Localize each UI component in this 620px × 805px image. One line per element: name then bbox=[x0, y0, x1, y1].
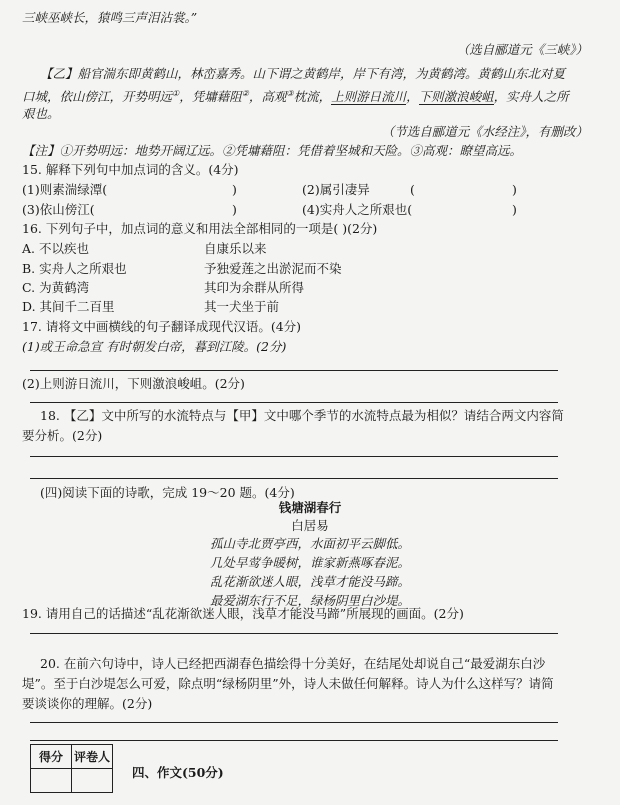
q20-line-3: 要谈谈你的理解。(2分) bbox=[22, 696, 153, 711]
q15-item-3-close: ) bbox=[232, 202, 237, 217]
poem-author: 白居易 bbox=[291, 518, 329, 533]
answer-line bbox=[30, 740, 558, 741]
essay-heading: 四、作文(50分) bbox=[132, 765, 224, 780]
q18-line-1: 18. 【乙】文中所写的水流特点与【甲】文中哪个季节的水流特点最为相似？请结合两文内容简 bbox=[40, 408, 564, 423]
q15-item-2: (2)属引凄异 bbox=[302, 182, 370, 197]
passage-line-0: 三峡巫峡长，猿鸣三声泪沾裳。” bbox=[22, 10, 198, 25]
poem-line-2: 几处早莺争暖树，谁家新燕啄春泥。 bbox=[209, 555, 410, 570]
q17-sub-1: (1)或王命急宣 有时朝发白帝，暮到江陵。(2分) bbox=[22, 339, 287, 354]
source-sanxia: （选自郦道元《三峡》） bbox=[456, 42, 588, 57]
q18-line-2: 要分析。(2分) bbox=[22, 428, 103, 443]
yi-passage-line-2: 口城，依山傍江，开势明远①，凭墉藉阻②，高观③枕流，上则游日流川，下则激浪峻岨，实舟人之所 bbox=[22, 89, 569, 105]
q16-option-b-left: B. 实舟人之所艰也 bbox=[22, 261, 127, 276]
q16-option-b-right: 予独爱莲之出淤泥而不染 bbox=[204, 261, 342, 276]
score-header: 得分 bbox=[31, 745, 72, 769]
q15-item-2-close: ) bbox=[512, 182, 517, 197]
q17-sub-2: (2)上则游日流川，下则激浪峻岨。(2分) bbox=[22, 376, 245, 391]
source-shuijingzhu: （节选自郦道元《水经注》，有删改） bbox=[381, 124, 588, 139]
poem-line-4: 最爱湖东行不足，绿杨阴里白沙堤。 bbox=[209, 593, 410, 608]
yi-passage-line-3: 艰也。 bbox=[22, 106, 60, 121]
q16-option-d-left: D. 其间千二百里 bbox=[22, 299, 115, 314]
q15-item-2-open: ( bbox=[410, 182, 415, 197]
poem-title: 钱塘湖春行 bbox=[278, 500, 342, 515]
answer-line bbox=[30, 478, 558, 479]
q16-option-a-left: A. 不以疾也 bbox=[22, 241, 89, 256]
section-4-heading: (四)阅读下面的诗歌，完成 19～20 题。(4分) bbox=[40, 485, 295, 500]
q15-stem: 15. 解释下列句中加点词的含义。(4分) bbox=[22, 162, 239, 177]
q16-option-d-right: 其一犬坐于前 bbox=[204, 299, 280, 314]
answer-line bbox=[30, 370, 558, 371]
answer-line bbox=[30, 722, 558, 723]
q17-stem: 17. 请将文中画横线的句子翻译成现代汉语。(4分) bbox=[22, 319, 302, 334]
q16-option-c-right: 其印为余群从所得 bbox=[204, 280, 305, 295]
q20-line-1: 20. 在前六句诗中，诗人已经把西湖春色描绘得十分美好，在结尾处却说自己“最爱湖东白沙 bbox=[40, 656, 546, 671]
q15-item-4: (4)实舟人之所艰也( bbox=[302, 202, 413, 217]
q20-line-2: 堤”。至于白沙堤怎么可爱，除点明“绿杨阴里”外，诗人未做任何解释。诗人为什么这样写？请简 bbox=[22, 676, 554, 691]
q15-item-4-close: ) bbox=[512, 202, 517, 217]
q16-option-a-right: 自康乐以来 bbox=[204, 241, 267, 256]
grader-header: 评卷人 bbox=[72, 745, 113, 769]
grader-cell[interactable] bbox=[72, 769, 113, 793]
annotation-note: 【注】①开势明远：地势开阔辽远。②凭墉藉阻：凭借着坚城和天险。③高观：瞭望高远。 bbox=[22, 143, 523, 158]
answer-line bbox=[30, 633, 558, 634]
score-cell[interactable] bbox=[31, 769, 72, 793]
poem-line-1: 孤山寺北贾亭西，水面初平云脚低。 bbox=[209, 536, 410, 551]
yi-passage-line-1: 【乙】船官湍东即黄鹤山，林峦嘉秀。山下谓之黄鹤岸，岸下有湾，为黄鹤湾。黄鹤山东北对夏 bbox=[40, 66, 566, 81]
q15-item-1-close: ) bbox=[232, 182, 237, 197]
answer-line bbox=[30, 456, 558, 457]
underlined-sentence-2: 下则激浪峻岨 bbox=[418, 89, 494, 105]
q16-option-c-left: C. 为黄鹤湾 bbox=[22, 280, 90, 295]
underlined-sentence-1: 上则游日流川 bbox=[331, 89, 407, 105]
answer-line bbox=[30, 402, 558, 403]
score-box bbox=[30, 744, 113, 793]
q19-stem: 19. 请用自己的话描述“乱花渐欲迷人眼，浅草才能没马蹄”所展现的画面。(2分) bbox=[22, 606, 464, 621]
q16-stem: 16. 下列句子中，加点词的意义和用法全部相同的一项是( )(2分) bbox=[22, 221, 378, 236]
q15-item-3: (3)依山傍江( bbox=[22, 202, 95, 217]
q15-item-1: (1)则素湍绿潭( bbox=[22, 182, 108, 197]
poem-line-3: 乱花渐欲迷人眼，浅草才能没马蹄。 bbox=[209, 574, 410, 589]
